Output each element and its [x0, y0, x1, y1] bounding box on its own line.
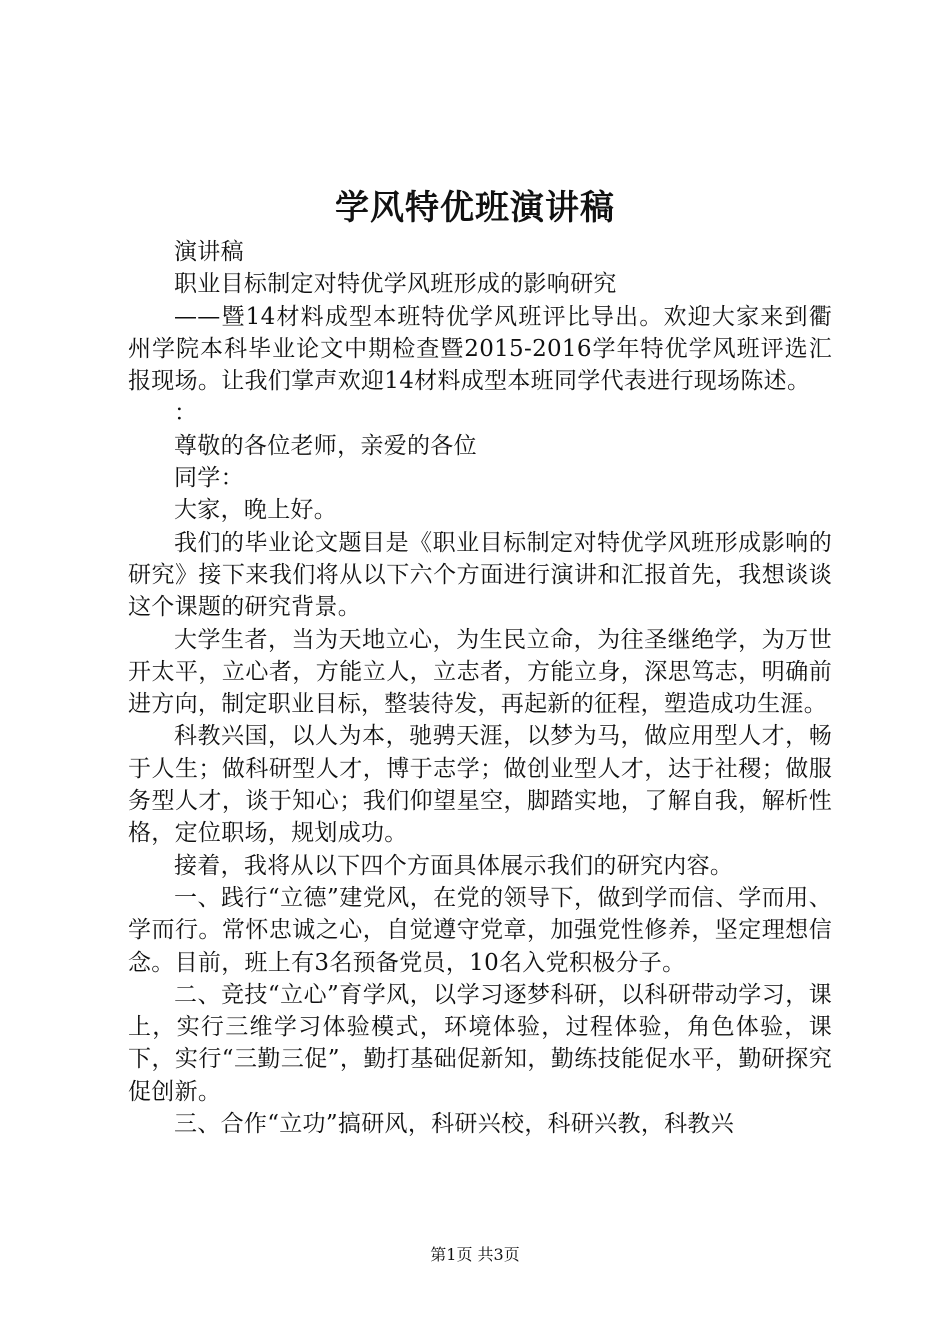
- document-body: [128, 236, 832, 1140]
- paragraph: 二、竞技“立心”育学风，以学习逐梦科研，以科研带动学习，课上，实行三维学习体验模式，环境体验，过程体验，角色体验，课下，实行“三勤三促”，勤打基础促新知，勤练技能促水平，勤研探究促创新。: [128, 981, 832, 1105]
- paragraph: 同学：: [174, 465, 244, 492]
- paragraph: 接着，我将从以下四个方面具体展示我们的研究内容。: [174, 852, 734, 879]
- paragraph: 科教兴国，以人为本，驰骋天涯，以梦为马，做应用型人才，畅于人生；做科研型人才，博于志学；做创业型人才，达于社稷；做服务型人才，谈于知心；我们仰望星空，脚踏实地，了解自我，解析性格，定位职场，规划成功。: [128, 723, 832, 847]
- paragraph: ——暨14材料成型本班特优学风班评比导出。欢迎大家来到衢州学院本科毕业论文中期检查暨2015-2016学年特优学风班评选汇报现场。让我们掌声欢迎14材料成型本班同学代表进行现场陈述。: [128, 303, 832, 395]
- page-number-footer: 第1页 共3页: [430, 1245, 520, 1264]
- paragraph: 职业目标制定对特优学风班形成的影响研究: [174, 271, 617, 298]
- paragraph: 大学生者，当为天地立心，为生民立命，为往圣继绝学，为万世开太平，立心者，方能立人，立志者，方能立身，深思笃志，明确前进方向，制定职业目标，整装待发，再起新的征程，塑造成功生涯。: [128, 626, 832, 718]
- paragraph: 三、合作“立功”搞研风，科研兴校，科研兴教，科教兴: [174, 1111, 735, 1138]
- paragraph: 尊敬的各位老师，亲爱的各位: [174, 432, 477, 459]
- paragraph: 大家，晚上好。: [174, 497, 338, 524]
- paragraph: ：: [174, 400, 198, 427]
- paragraph: 一、践行“立德”建党风，在党的领导下，做到学而信、学而用、学而行。常怀忠诚之心，自觉遵守党章，加强党性修养，坚定理想信念。目前，班上有3名预备党员，10名入党积极分子。: [128, 884, 832, 976]
- paragraph: 演讲稿: [174, 239, 244, 265]
- document-title: 学风特优班演讲稿: [335, 188, 615, 228]
- paragraph: 我们的毕业论文题目是《职业目标制定对特优学风班形成影响的研究》接下来我们将从以下六个方面进行演讲和汇报首先，我想谈谈这个课题的研究背景。: [128, 529, 832, 621]
